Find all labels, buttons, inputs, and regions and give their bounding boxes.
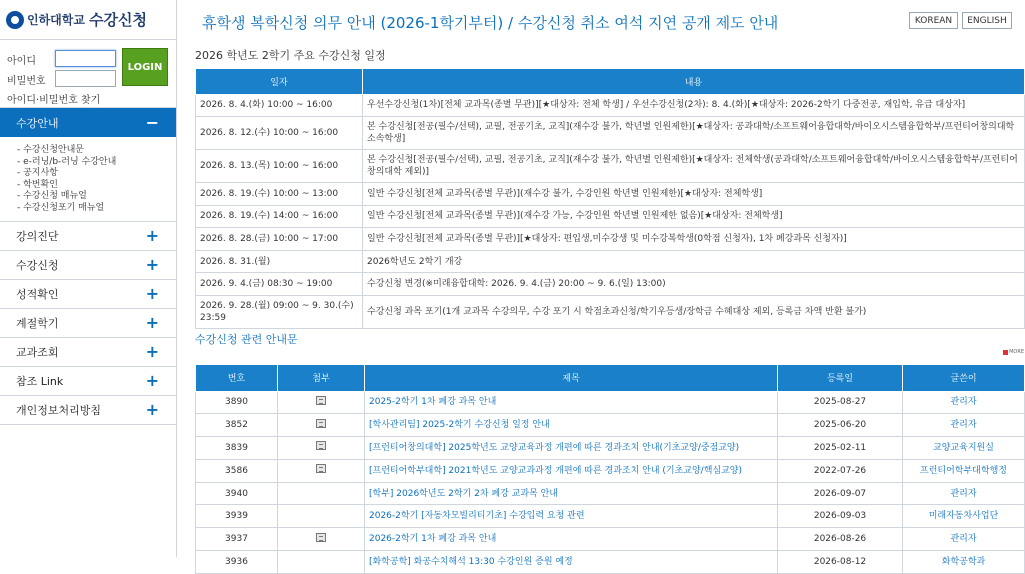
menu-course-guide[interactable] [0,108,176,137]
schedule-content: 일반 수강신청[전체 교과목(종별 무관)](재수강 가능, 수강인원 학년별 인원제한 없음)[★대상자: 전체학생] [363,205,1025,228]
korean-button[interactable]: KOREAN [909,12,958,29]
find-id-password-link[interactable]: 아이디·비밀번호 찾기 [7,95,101,106]
table-row [196,150,1025,183]
password-input[interactable] [55,70,116,87]
schedule-date: 2026. 8. 4.(화) 10:00 ~ 16:00 [196,94,363,117]
logo[interactable] [0,0,176,40]
menu-label: 참조 Link [16,374,64,388]
column-header: 일자 [196,69,363,94]
menu-registration[interactable] [0,251,176,280]
table-header-row [196,365,1025,391]
notice-writer: 관리자 [903,391,1025,414]
notice-attachment [278,505,365,528]
submenu-item[interactable]: - 수강신청안내문 [17,145,176,157]
menu-seasonal[interactable] [0,309,176,338]
menu-label: 개인정보처리방침 [16,403,102,417]
column-header: 내용 [363,69,1025,94]
attachment-icon[interactable] [316,396,326,405]
expand-icon: + [145,399,159,419]
schedule-table [195,69,1025,329]
table-row [196,437,1025,460]
table-row [196,183,1025,206]
expand-icon: + [145,312,159,332]
table-row [196,551,1025,574]
more-icon [1003,350,1008,355]
notice-writer: 화학공학과 [903,551,1025,574]
table-row [196,528,1025,551]
table-row [196,117,1025,150]
schedule-content: 수강신청 변경(※미래융합대학: 2026. 9. 4.(금) 20:00 ~ 9. 6.(일) 13:00) [363,273,1025,296]
notice-date: 2025-06-20 [778,414,903,437]
column-header: 첨부 [278,365,365,391]
notice-date: 2026-09-07 [778,482,903,505]
schedule-date: 2026. 9. 28.(월) 09:00 ~ 9. 30.(수) 23:59 [196,296,363,329]
notice-attachment [278,391,365,414]
id-input[interactable] [55,50,116,67]
course-guide-submenu [0,137,176,222]
expand-icon: + [145,341,159,361]
notice-number: 3839 [196,437,278,460]
notice-subject-link[interactable]: [프런티어창의대학] 2025학년도 교양교육과정 개편에 따른 경과조치 안내(기초교양/중점교양) [365,437,778,460]
schedule-content: 본 수강신청[전공(필수/선택), 교필, 전공기초, 교직](재수강 불가, 학년별 인원제한)[★대상자: 전체학생(공과대학/소프트웨어융합대학/바이오시스템융합학부/프런티어창의대학 제외)] [363,150,1025,183]
notices-table [195,365,1025,574]
schedule-content: 본 수강신청[전공(필수/선택), 교필, 전공기초, 교직](재수강 불가, 학년별 인원제한)[★대상자: 공과대학/소프트웨어융합대학/바이오시스템융합학부/프런티어창의대학 소속학생] [363,117,1025,150]
notice-subject-link[interactable]: [프런티어학부대학] 2021학년도 교양교과과정 개편에 따른 경과조치 안내 (기초교양/핵심교양) [365,459,778,482]
table-row [196,94,1025,117]
notice-subject-link[interactable]: [화학공학] 화공수치해석 13:30 수강인원 증원 예정 [365,551,778,574]
logo-university: 인하대학교 [27,13,85,27]
notice-writer: 미래자동차사업단 [903,505,1025,528]
column-header: 제목 [365,365,778,391]
collapse-icon: − [145,112,159,132]
sidebar [0,0,177,557]
notice-subject-link[interactable]: 2025-2학기 1차 폐강 과목 안내 [365,391,778,414]
notice-writer: 교양교육지원실 [903,437,1025,460]
notice-date: 2025-02-11 [778,437,903,460]
column-header: 등록일 [778,365,903,391]
submenu-item[interactable]: - 수강신청포기 매뉴얼 [17,203,176,215]
schedule-content: 2026학년도 2학기 개강 [363,250,1025,273]
notice-number: 3939 [196,505,278,528]
attachment-icon[interactable] [316,533,326,542]
column-header: 번호 [196,365,278,391]
notice-number: 3940 [196,482,278,505]
schedule-date: 2026. 8. 31.(월) [196,250,363,273]
notice-writer: 관리자 [903,528,1025,551]
menu-label: 수강신청 [16,258,59,272]
attachment-icon[interactable] [316,464,326,473]
schedule-date: 2026. 8. 12.(수) 10:00 ~ 16:00 [196,117,363,150]
login-box [0,40,176,108]
notice-writer: 관리자 [903,414,1025,437]
password-label: 비밀번호 [7,76,46,87]
table-row [196,273,1025,296]
menu-lecture-evaluation[interactable] [0,222,176,251]
menu-label: 강의진단 [16,229,59,243]
notices-title: 수강신청 관련 안내문 [195,333,298,346]
schedule-title: 2026 학년도 2학기 주요 수강신청 일정 [195,49,386,62]
schedule-content: 우선수강신청(1차)[전체 교과목(종별 무관)][★대상자: 전체 학생] / 우선수강신청(2차): 8. 4.(화)[★대상자: 2026-2학기 다중전공, 재입학, 유급 대상자] [363,94,1025,117]
notice-subject-link[interactable]: [학사관리팀] 2025-2학기 수강신청 일정 안내 [365,414,778,437]
notice-attachment [278,551,365,574]
table-header-row [196,69,1025,94]
menu-label: 교과조회 [16,345,59,359]
schedule-content: 일반 수강신청[전체 교과목(종별 무관)](재수강 불가, 수강인원 학년별 인원제한)[★대상자: 전체학생] [363,183,1025,206]
schedule-date: 2026. 8. 19.(수) 10:00 ~ 13:00 [196,183,363,206]
notice-attachment [278,437,365,460]
notice-date: 2026-08-26 [778,528,903,551]
notice-attachment [278,414,365,437]
menu-label: 계절학기 [16,316,59,330]
menu-label: 수강안내 [16,116,59,130]
table-row [196,250,1025,273]
menu-grades[interactable] [0,280,176,309]
notice-date: 2026-08-12 [778,551,903,574]
submenu-item[interactable]: - e-러닝/b-러닝 수강안내 [17,157,176,169]
more-label: MORE [1009,349,1024,355]
logo-app-name: 수강신청 [88,11,147,29]
expand-icon: + [145,225,159,245]
menu-privacy-policy[interactable] [0,396,176,425]
inha-emblem-icon [6,11,24,29]
schedule-date: 2026. 9. 4.(금) 08:30 ~ 19:00 [196,273,363,296]
notice-number: 3586 [196,459,278,482]
notice-attachment [278,482,365,505]
notice-writer: 관리자 [903,482,1025,505]
notice-attachment [278,528,365,551]
notice-number: 3890 [196,391,278,414]
notice-attachment [278,459,365,482]
table-row [196,414,1025,437]
notice-date: 2022-07-26 [778,459,903,482]
notice-date: 2026-09-03 [778,505,903,528]
notice-subject-link[interactable]: 2026-2학기 [자동차모빌리티기초] 수강입력 요청 관련 [365,505,778,528]
expand-icon: + [145,283,159,303]
id-label: 아이디 [7,56,36,67]
table-row [196,296,1025,329]
table-row [196,505,1025,528]
english-button[interactable]: ENGLISH [962,12,1012,29]
notice-subject-link[interactable]: [학부] 2026학년도 2학기 2차 폐강 교과목 안내 [365,482,778,505]
notice-number: 3936 [196,551,278,574]
page-title[interactable]: 휴학생 복학신청 의무 안내 (2026-1학기부터) / 수강신청 취소 여석 지연 공개 제도 안내 [202,14,779,32]
notice-date: 2025-08-27 [778,391,903,414]
expand-icon: + [145,370,159,390]
table-row [196,459,1025,482]
schedule-date: 2026. 8. 28.(금) 10:00 ~ 17:00 [196,228,363,251]
table-row [196,228,1025,251]
submenu-item[interactable]: - 공지사항 [17,168,176,180]
schedule-content: 일반 수강신청[전체 교과목(종별 무관)][★대상자: 편입생,미수강생 및 미수강복학생(0학점 신청자), 1차 폐강과목 신청자)] [363,228,1025,251]
menu-course-search[interactable] [0,338,176,367]
attachment-icon[interactable] [316,441,326,450]
notice-number: 3937 [196,528,278,551]
notice-writer: 프런티어학부대학행정 [903,459,1025,482]
column-header: 글쓴이 [903,365,1025,391]
table-row [196,482,1025,505]
attachment-icon[interactable] [316,419,326,428]
notice-number: 3852 [196,414,278,437]
menu-label: 성적확인 [16,287,59,301]
more-link[interactable] [1003,349,1024,355]
schedule-date: 2026. 8. 13.(목) 10:00 ~ 16:00 [196,150,363,183]
table-row [196,205,1025,228]
expand-icon: + [145,254,159,274]
submenu-item[interactable]: - 학번확인 [17,180,176,192]
notice-subject-link[interactable]: 2026-2학기 1차 폐강 과목 안내 [365,528,778,551]
submenu-item[interactable]: - 수강신청 매뉴얼 [17,191,176,203]
schedule-date: 2026. 8. 19.(수) 14:00 ~ 16:00 [196,205,363,228]
schedule-content: 수강신청 과목 포기(1개 교과목 수강의무, 수강 포기 시 학점초과신청/학기우등생/장학금 수혜대상 제외, 등록금 차액 반환 불가) [363,296,1025,329]
table-row [196,391,1025,414]
login-button[interactable]: LOGIN [122,48,168,86]
menu-reference-link[interactable] [0,367,176,396]
